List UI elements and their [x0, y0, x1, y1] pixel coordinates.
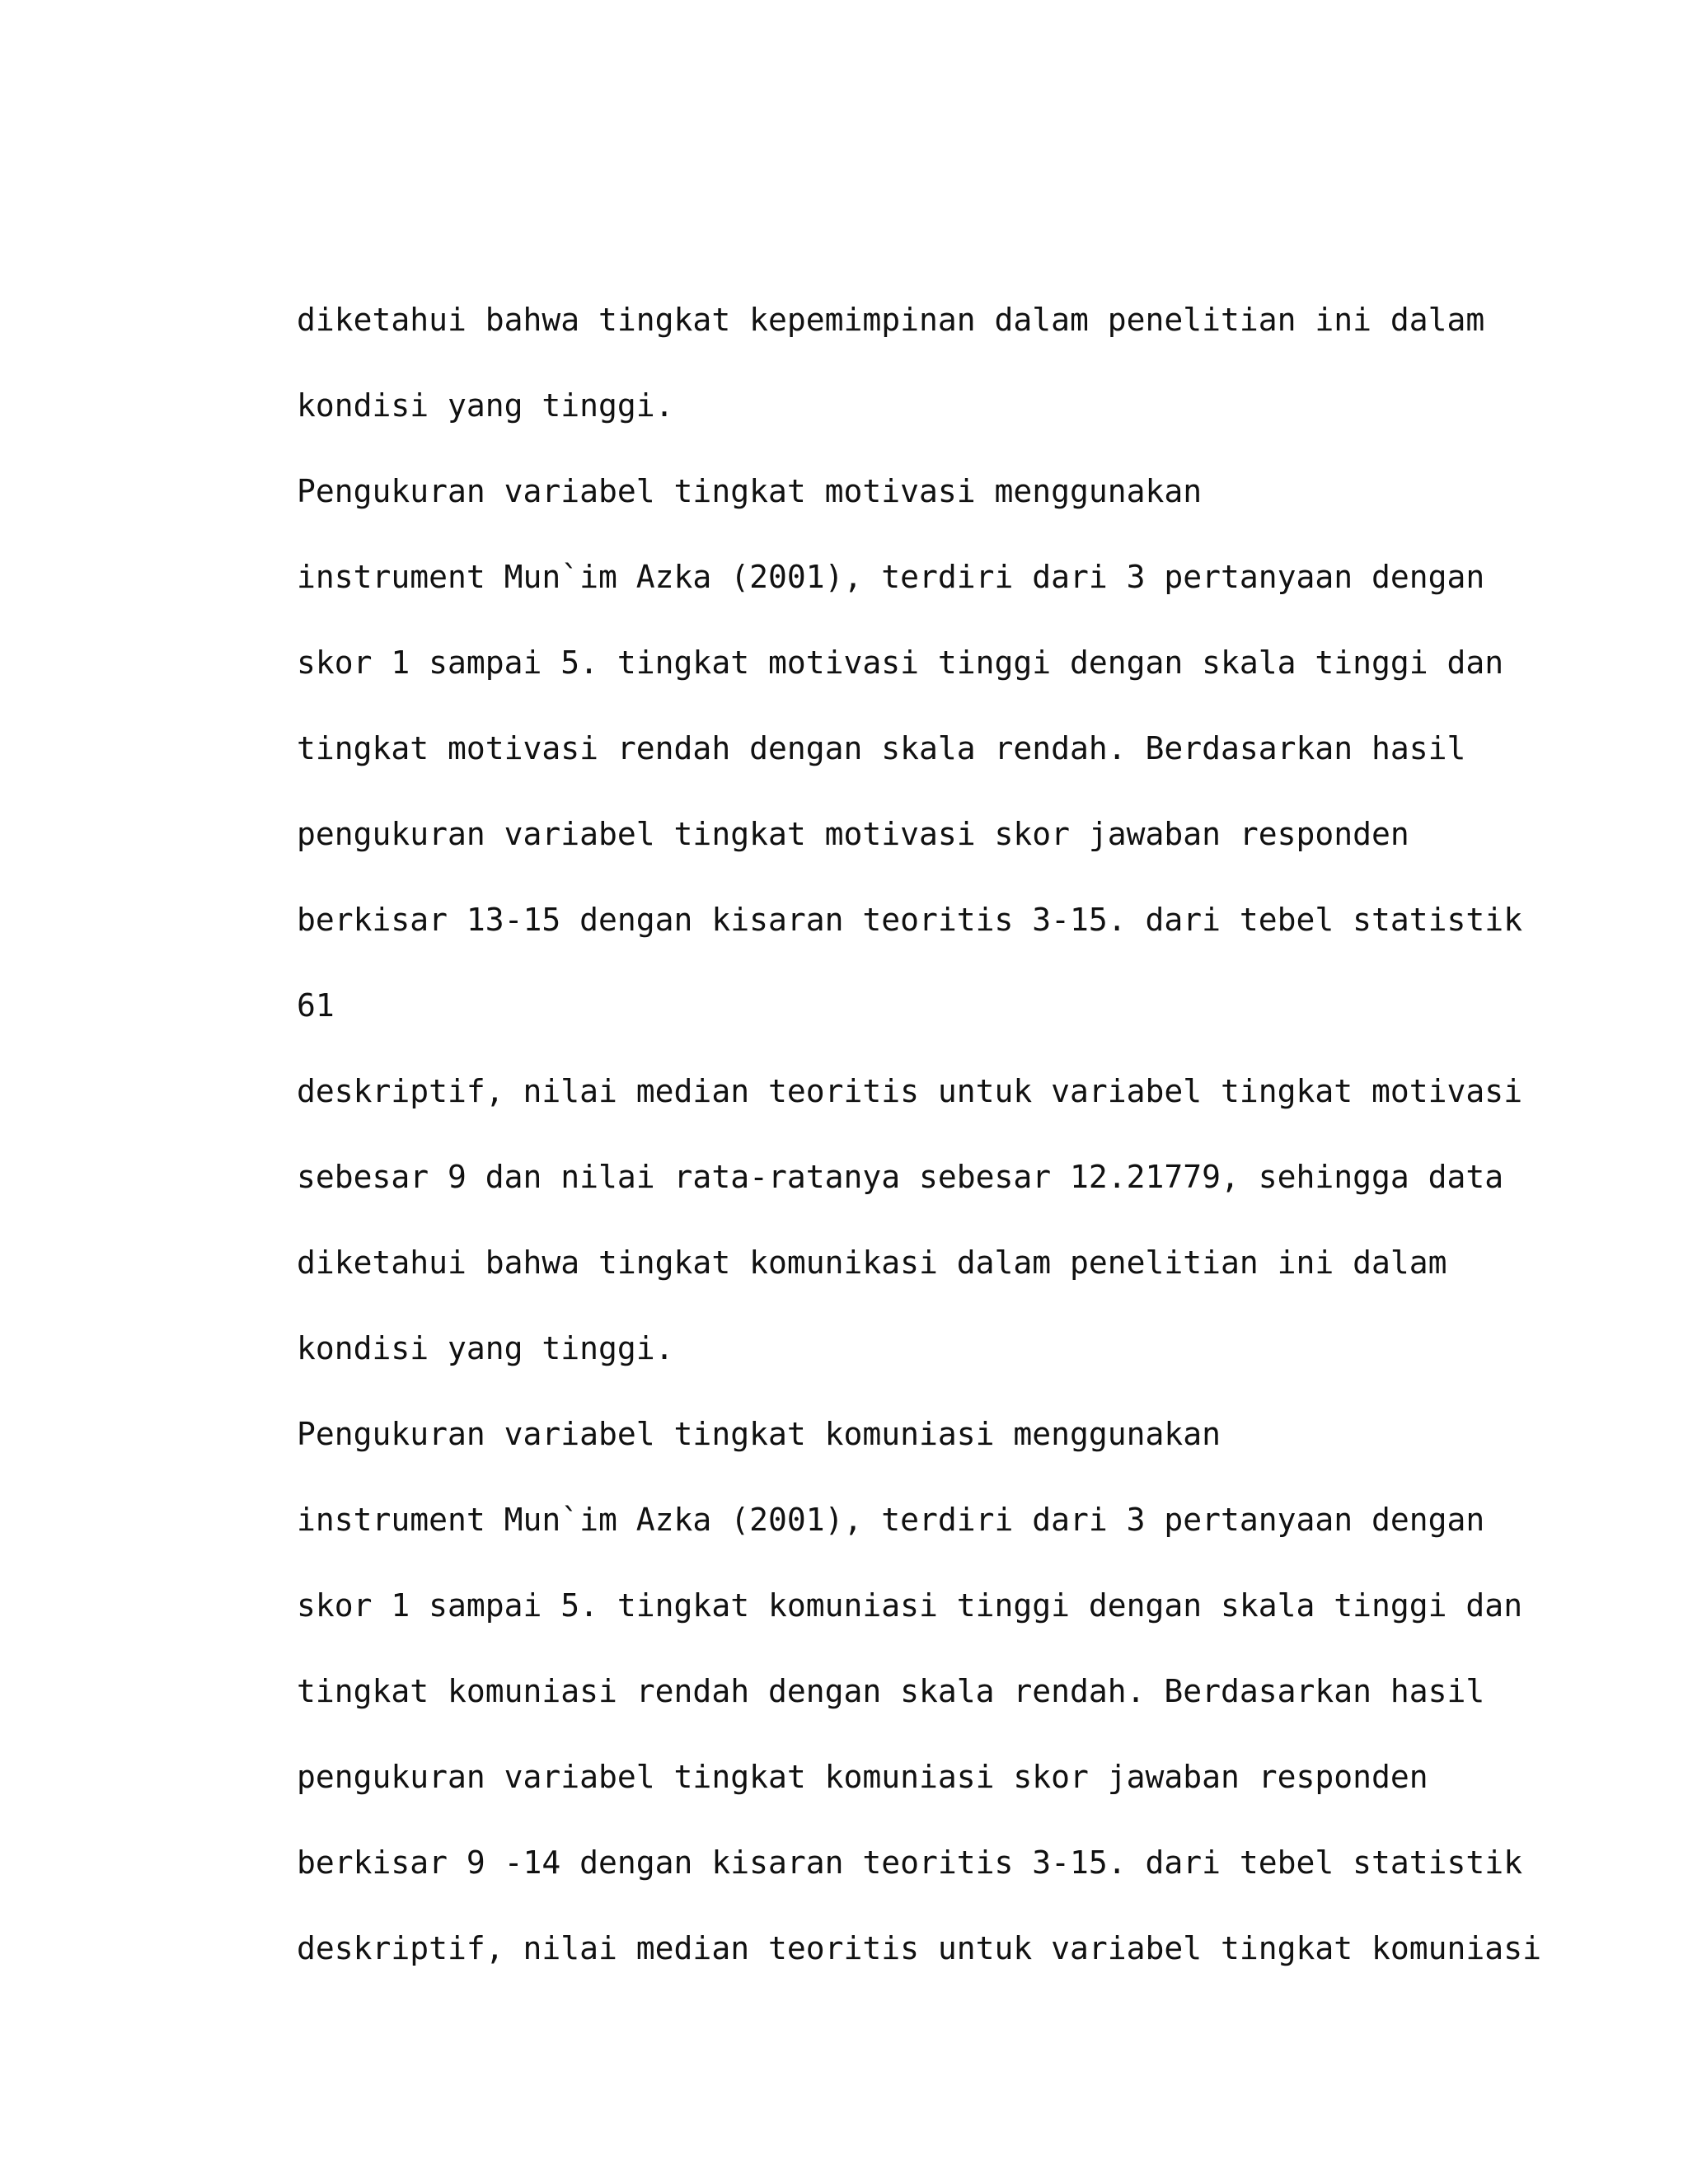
text-line: deskriptif, nilai median teoritis untuk variabel tingkat komuniasi [297, 1930, 1541, 1966]
text-line: pengukuran variabel tingkat motivasi skor jawaban responden [297, 816, 1409, 852]
text-line: instrument Mun`im Azka (2001), terdiri dari 3 pertanyaan dengan [297, 559, 1485, 595]
text-line: diketahui bahwa tingkat kepemimpinan dalam penelitian ini dalam [297, 302, 1485, 338]
text-line: Pengukuran variabel tingkat komuniasi menggunakan [297, 1416, 1221, 1452]
text-line: deskriptif, nilai median teoritis untuk variabel tingkat motivasi [297, 1073, 1523, 1109]
body-text [297, 297, 1541, 2011]
text-line: sebesar 9 dan nilai rata-ratanya sebesar 12.21779, sehingga data [297, 1159, 1504, 1195]
text-line: diketahui bahwa tingkat komunikasi dalam penelitian ini dalam [297, 1244, 1447, 1281]
page-number: 61 [297, 987, 335, 1024]
text-line: instrument Mun`im Azka (2001), terdiri dari 3 pertanyaan dengan [297, 1502, 1485, 1538]
text-line: kondisi yang tinggi. [297, 387, 674, 424]
text-line: skor 1 sampai 5. tingkat komuniasi tinggi dengan skala tinggi dan [297, 1587, 1523, 1624]
text-line: kondisi yang tinggi. [297, 1330, 674, 1366]
text-line: Pengukuran variabel tingkat motivasi menggunakan [297, 473, 1203, 509]
text-line: tingkat komuniasi rendah dengan skala rendah. Berdasarkan hasil [297, 1673, 1485, 1709]
text-line: skor 1 sampai 5. tingkat motivasi tinggi dengan skala tinggi dan [297, 644, 1504, 681]
text-line: berkisar 13-15 dengan kisaran teoritis 3-15. dari tebel statistik [297, 902, 1523, 938]
text-line: tingkat motivasi rendah dengan skala rendah. Berdasarkan hasil [297, 730, 1466, 766]
text-line: berkisar 9 -14 dengan kisaran teoritis 3-15. dari tebel statistik [297, 1844, 1523, 1881]
text-line: pengukuran variabel tingkat komuniasi skor jawaban responden [297, 1759, 1428, 1795]
